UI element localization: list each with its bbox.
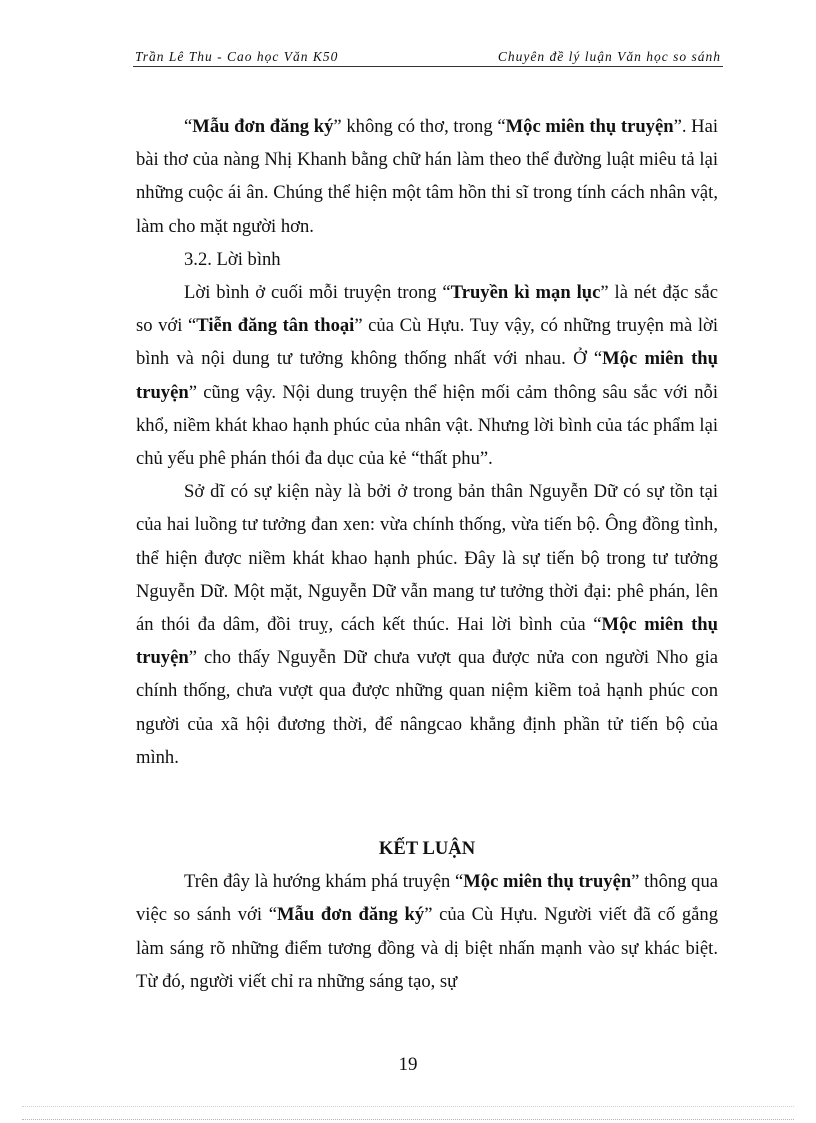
text-run: Trên đây là hướng khám phá truyện “ (184, 871, 464, 893)
title-mau-don-dang-ky: Mẫu đơn đăng ký (192, 116, 334, 137)
page-number: 19 (398, 1054, 418, 1075)
header-course: Chuyên đề lý luận Văn học so sánh (497, 49, 721, 64)
footer-rule (22, 1119, 794, 1120)
paragraph-1 (136, 110, 718, 243)
page-edge-rule (22, 1106, 794, 1107)
title-mau-don-dang-ky: Mẫu đơn đăng ký (276, 904, 425, 926)
text-run: ” của Cù Hựu. Tuy vậy, có những truyện mà lời bình và nội dung tư tưởng không thống nhất với nhau. Ở “ (136, 315, 718, 370)
spacer (136, 774, 718, 832)
title-moc-mien-thu-truyen: Mộc miên thụ truyện (463, 871, 632, 893)
paragraph-4 (136, 865, 718, 998)
title-moc-mien-thu-truyen: Mộc miên thụ truyện (136, 348, 718, 403)
running-header (133, 48, 723, 67)
text-run: ” không có thơ, trong “ (333, 116, 506, 137)
section-title: 3.2. Lời bình (184, 248, 281, 270)
title-tien-dang-tan-thoai: Tiễn đăng tân thoại (196, 315, 355, 337)
body-text (136, 110, 718, 998)
text-run: ” thông qua việc so sánh với “ (136, 871, 718, 926)
text-run: ” cũng vậy. Nội dung truyện thể hiện mối cảm thông sâu sắc với nỗi khổ, niềm khát khao hạnh phúc của nhân vật. Nhưng lời bình của tác phẩm lại chủ yếu phê phán thói đa dục của kẻ “thất phu”. (136, 381, 718, 470)
paragraph-3 (136, 475, 718, 774)
paragraph-2 (136, 276, 718, 475)
text-run: Sở dĩ có sự kiện này là bởi ở trong bản thân Nguyễn Dữ có sự tồn tại của hai luồng tư tưởng đan xen: vừa chính thống, vừa tiến bộ. Ông đồng tình, thể hiện được niềm khát khao hạnh phúc. Đây là sự tiến bộ trong tư tưởng Nguyễn Dữ. Một mặt, Nguyễn Dữ vẫn mang tư tưởng thời đại: phê phán, lên án thói đa dâm, đồi truỵ, cách kết thúc. Hai lời bình của “ (136, 481, 718, 636)
text-run: ” là nét đặc sắc so với “ (136, 282, 718, 337)
text-run: Lời bình ở cuối mỗi truyện trong “ (184, 282, 451, 304)
text-run: ” của Cù Hựu. Người viết đã cố gắng làm sáng rõ những điểm tương đồng và dị biệt nhấn mạnh vào sự khác biệt. Từ đó, người viết chỉ ra những sáng tạo, sự (136, 904, 718, 992)
text-run: ” cho thấy Nguyễn Dữ chưa vượt qua được nửa con người Nho gia chính thống, chưa vượt qua được những quan niệm kiềm toả hạnh phúc con người của xã hội đương thời, để nângcao khẳng định phần tử tiến bộ của mình. (136, 647, 718, 768)
conclusion-heading: KẾT LUẬN (378, 838, 476, 860)
text-run: “ (184, 116, 193, 137)
header-author: Trần Lê Thu - Cao học Văn K50 (135, 49, 339, 64)
text-run: ”. Hai bài thơ của nàng Nhị Khanh bằng chữ hán làm theo thể đường luật miêu tả lại những cuộc ái ân. Chúng thể hiện một tâm hồn thi sĩ trong tính cách nhân vật, làm cho mặt người hơn. (136, 116, 718, 237)
title-moc-mien-thu-truyen: Mộc miên thụ truyện (136, 614, 718, 669)
title-truyen-ki-man-luc: Truyền kì mạn lục (450, 282, 601, 304)
title-moc-mien-thu-truyen: Mộc miên thụ truyện (505, 116, 674, 137)
